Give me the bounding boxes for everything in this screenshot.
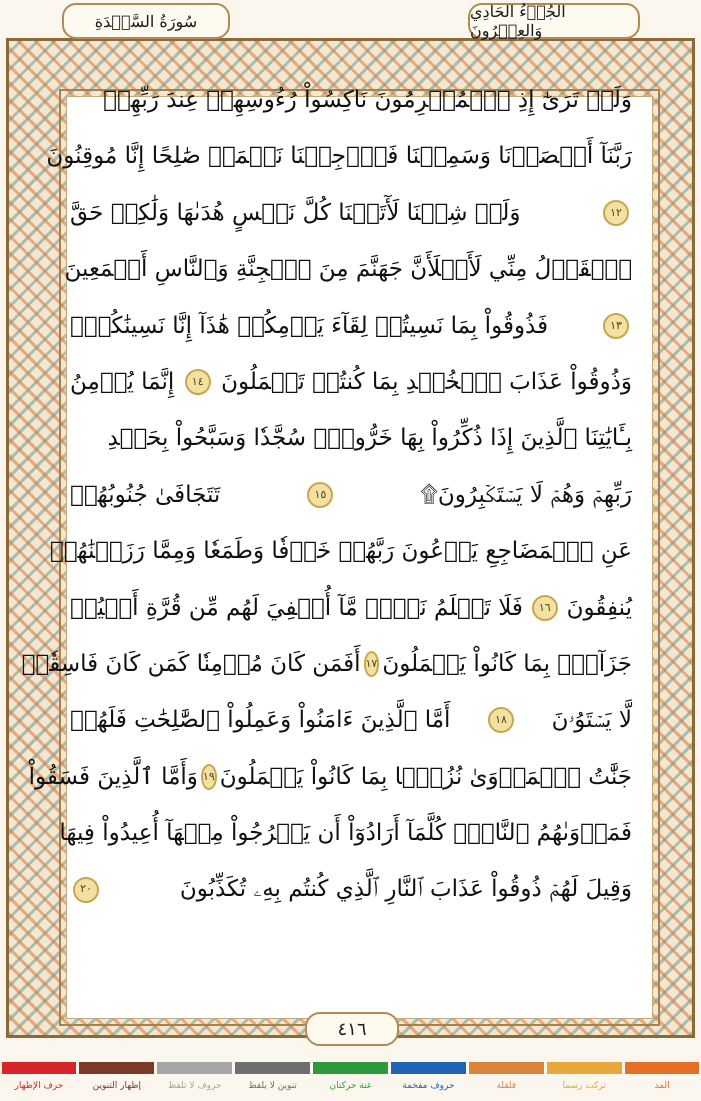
verse-text: وَقِيلَ لَهُمۡ ذُوقُواْ عَذَابَ ٱلنَّارِ ٱلَّذِي كُنتُم بِهِۦ تُكَذِّبُونَ bbox=[179, 876, 632, 903]
text-line bbox=[64, 241, 632, 297]
text-line bbox=[70, 861, 632, 917]
surah-name: سُورَةُ السَّجۡدَةِ bbox=[94, 11, 198, 31]
text-line bbox=[70, 580, 632, 636]
text-line bbox=[70, 298, 632, 354]
legend-item bbox=[467, 1062, 545, 1101]
text-line bbox=[28, 749, 632, 805]
verse-text: وَلَوۡ شِئۡنَا لَأٓتَيۡنَا كُلَّ نَفۡسٍ هُدَىٰهَا وَلَٰكِنۡ حَقَّ bbox=[70, 199, 521, 226]
legend-label: المد bbox=[654, 1081, 670, 1091]
legend-label: تنوين لا يلفظ bbox=[248, 1081, 297, 1091]
legend-label: حرف الإظهار bbox=[14, 1081, 64, 1091]
verse-text: فَذُوقُواْ بِمَا نَسِيتُمۡ لِقَآءَ يَوۡمِكُمۡ هَٰذَآ إِنَّا نَسِينَٰكُمۡۖ bbox=[70, 312, 549, 339]
verse-text: ٱلۡقَوۡلُ مِنِّي لَأَمۡلَأَنَّ جَهَنَّمَ مِنَ ٱلۡجِنَّةِ وَٱلنَّاسِ أَجۡمَعِينَ bbox=[64, 256, 632, 283]
legend-item bbox=[0, 1062, 78, 1101]
verse-text: يُنفِقُونَ bbox=[566, 594, 632, 621]
text-line bbox=[70, 467, 632, 523]
legend-item bbox=[234, 1062, 312, 1101]
text-line bbox=[21, 636, 632, 692]
legend-color-swatch bbox=[469, 1062, 544, 1074]
ayah-number-marker: ١٤ bbox=[185, 369, 211, 395]
legend-item bbox=[156, 1062, 234, 1101]
juz-name: الجُزۡءُ الحَادِي وَالعِشۡرُونَ bbox=[470, 2, 566, 40]
surah-name-cartouche bbox=[62, 3, 230, 39]
legend-label: غنة حركتان bbox=[329, 1081, 372, 1091]
text-line bbox=[70, 692, 632, 748]
verse-text: جَنَّٰتُ ٱلۡمَأۡوَىٰ نُزُلَۢا بِمَا كَانُواْ يَعۡمَلُونَ bbox=[219, 763, 632, 790]
verse-text: وَذُوقُواْ عَذَابَ ٱلۡخُلۡدِ بِمَا كُنتُمۡ تَعۡمَلُونَ bbox=[221, 368, 632, 395]
verse-text: جَزَآءَۢ بِمَا كَانُواْ يَعۡمَلُونَ bbox=[382, 650, 632, 677]
legend-color-swatch bbox=[625, 1062, 700, 1074]
legend-color-swatch bbox=[313, 1062, 388, 1074]
text-line bbox=[46, 128, 632, 184]
legend-item bbox=[545, 1062, 623, 1101]
quran-text bbox=[21, 72, 632, 918]
ayah-number-marker: ١٢ bbox=[603, 200, 629, 226]
verse-text: وَأَمَّا ٱلَّذِينَ فَسَقُواْ bbox=[28, 763, 198, 790]
ayah-number-marker: ١٩ bbox=[201, 764, 217, 790]
text-line bbox=[70, 410, 632, 466]
legend-label: حروف لا تلفظ bbox=[167, 1081, 222, 1091]
ayah-number-marker: ٢٠ bbox=[73, 877, 99, 903]
ayah-number-marker: ١٧ bbox=[364, 651, 380, 677]
page-number-cartouche bbox=[305, 1012, 399, 1046]
verse-text: لَّا يَسۡتَوُۥنَ bbox=[551, 707, 632, 734]
text-line bbox=[70, 354, 632, 410]
verse-text: أَفَمَن كَانَ مُؤۡمِنٗا كَمَن كَانَ فَاسِقٗاۚ bbox=[21, 650, 361, 677]
verse-text: رَبَّنَآ أَبۡصَرۡنَا وَسَمِعۡنَا فَٱرۡجِعۡنَا نَعۡمَلۡ صَٰلِحًا إِنَّا مُوقِنُونَ bbox=[46, 143, 632, 170]
legend-label: تركت رسما bbox=[562, 1081, 606, 1091]
text-line bbox=[59, 805, 632, 861]
legend-label: قلقلة bbox=[496, 1081, 517, 1091]
legend-color-swatch bbox=[2, 1062, 77, 1074]
ayah-number-marker: ١٥ bbox=[307, 482, 333, 508]
legend-color-swatch bbox=[391, 1062, 466, 1074]
legend-item bbox=[78, 1062, 156, 1101]
legend-color-swatch bbox=[157, 1062, 232, 1074]
legend-label: إظهار التنوين bbox=[92, 1081, 142, 1091]
legend-color-swatch bbox=[235, 1062, 310, 1074]
verse-text: بِـَٔايَٰتِنَا ٱلَّذِينَ إِذَا ذُكِّرُواْ بِهَا خَرُّواْۤ سُجَّدٗا وَسَبَّحُواْ بِحَمۡدِ bbox=[107, 425, 632, 452]
verse-text: وَلَوۡ تَرَىٰٓ إِذِ ٱلۡمُجۡرِمُونَ نَاكِسُواْ رُءُوسِهِمۡ عِندَ رَبِّهِمۡ bbox=[103, 87, 632, 113]
verse-text: إِنَّمَا يُؤۡمِنُ bbox=[70, 368, 175, 395]
page-number: ٤١٦ bbox=[337, 1018, 367, 1040]
tajweed-legend bbox=[0, 1062, 701, 1101]
ayah-number-marker: ١٣ bbox=[603, 313, 629, 339]
ayah-number-marker: ١٦ bbox=[532, 595, 558, 621]
legend-item bbox=[389, 1062, 467, 1101]
ayah-number-marker: ١٨ bbox=[488, 707, 514, 733]
verse-text: رَبِّهِمۡ وَهُمۡ لَا يَسۡتَكۡبِرُونَ۩ bbox=[420, 481, 632, 508]
legend-color-swatch bbox=[547, 1062, 622, 1074]
verse-text: أَمَّا ٱلَّذِينَ ءَامَنُواْ وَعَمِلُواْ ٱلصَّٰلِحَٰتِ فَلَهُمۡ bbox=[70, 707, 451, 734]
verse-text: عَنِ ٱلۡمَضَاجِعِ يَدۡعُونَ رَبَّهُمۡ خَوۡفٗا وَطَمَعٗا وَمِمَّا رَزَقۡنَٰهُمۡ bbox=[49, 538, 632, 565]
text-line bbox=[70, 72, 632, 128]
text-line bbox=[70, 185, 632, 241]
legend-item bbox=[623, 1062, 701, 1101]
legend-label: حروف مفخمة bbox=[402, 1081, 455, 1091]
verse-text: فَلَا تَعۡلَمُ نَفۡسٞ مَّآ أُخۡفِيَ لَهُم مِّن قُرَّةِ أَعۡيُنٖ bbox=[70, 594, 523, 621]
verse-text: فَمَأۡوَىٰهُمُ ٱلنَّارُۖ كُلَّمَآ أَرَادُوٓاْ أَن يَخۡرُجُواْ مِنۡهَآ أُعِيدُواْ فِيهَا bbox=[59, 820, 632, 847]
legend-item bbox=[312, 1062, 390, 1101]
verse-text: تَتَجَافَىٰ جُنُوبُهُمۡ bbox=[70, 481, 221, 508]
legend-color-swatch bbox=[79, 1062, 154, 1074]
text-line bbox=[49, 523, 632, 579]
juz-name-cartouche bbox=[468, 3, 640, 39]
